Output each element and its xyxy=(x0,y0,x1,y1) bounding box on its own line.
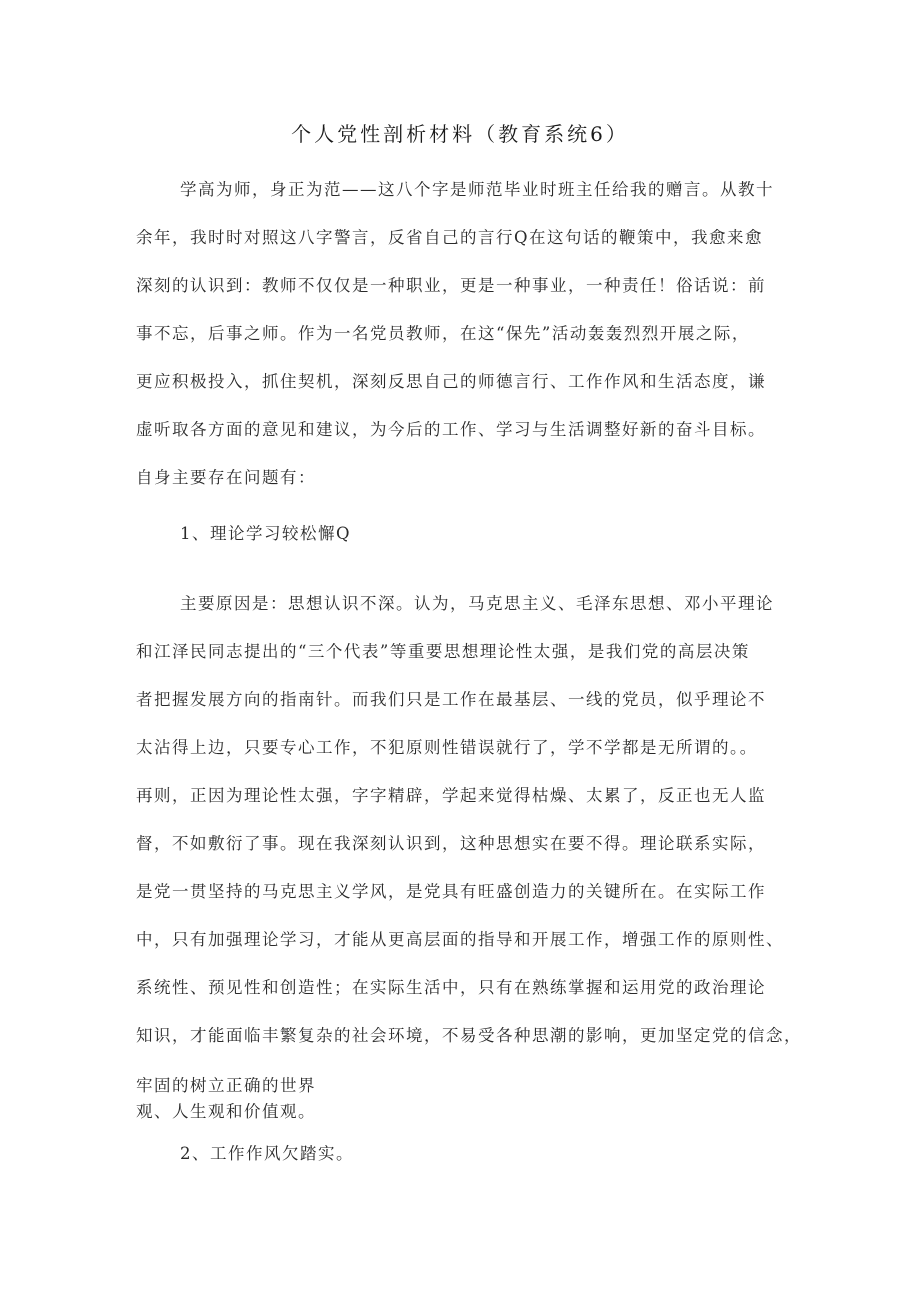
paragraph-line: 知识，才能面临丰繁复杂的社会环境，不易受各种思潮的影响，更加坚定党的信念， xyxy=(136,1026,802,1045)
paragraph-line: 牢固的树立正确的世界 xyxy=(136,1076,316,1095)
paragraph-line: 虚听取各方面的意见和建议，为今后的工作、学习与生活调整好新的奋斗目标。 xyxy=(136,420,766,439)
paragraph-line: 系统性、预见性和创造性；在实际生活中，只有在熟练掌握和运用党的政治理论 xyxy=(136,978,766,997)
paragraph-line: 学高为师，身正为范——这八个字是师范毕业时班主任给我的赠言。从教十 xyxy=(180,180,774,199)
paragraph-line: 自身主要存在问题有： xyxy=(136,468,316,487)
paragraph-line: 更应积极投入，抓住契机，深刻反思自己的师德言行、工作作风和生活态度，谦 xyxy=(136,372,766,391)
paragraph-line: 再则，正因为理论性太强，字字精辟，学起来觉得枯燥、太累了，反正也无人监 xyxy=(136,786,766,805)
paragraph-line: 者把握发展方向的指南针。而我们只是工作在最基层、一线的党员，似乎理论不 xyxy=(136,690,766,709)
paragraph-line: 观、人生观和价值观。 xyxy=(136,1102,316,1121)
paragraph-line: 督，不如敷衍了事。现在我深刻认识到，这种思想实在要不得。理论联系实际， xyxy=(136,834,766,853)
paragraph-line: 事不忘，后事之师。作为一名党员教师，在这“保先”活动轰轰烈烈开展之际， xyxy=(136,324,750,343)
section-heading-1: 1、理论学习较松懈Q xyxy=(180,524,352,543)
paragraph-line: 深刻的认识到：教师不仅仅是一种职业，更是一种事业，一种责任！俗话说：前 xyxy=(136,276,766,295)
paragraph-line: 余年，我时时对照这八字警言，反省自己的言行Q在这句话的鞭策中，我愈来愈 xyxy=(136,228,764,247)
section-heading-2: 2、工作作风欠踏实。 xyxy=(180,1144,354,1163)
paragraph-line: 主要原因是：思想认识不深。认为，马克思主义、毛泽东思想、邓小平理论 xyxy=(180,594,774,613)
paragraph-line: 太沾得上边，只要专心工作，不犯原则性错误就行了，学不学都是无所谓的。。 xyxy=(136,738,758,757)
document-title: 个人党性剖析材料（教育系统6） xyxy=(291,122,629,146)
paragraph-line: 是党一贯坚持的马克思主义学风，是党具有旺盛创造力的关键所在。在实际工作 xyxy=(136,882,766,901)
paragraph-line: 中，只有加强理论学习，才能从更高层面的指导和开展工作，增强工作的原则性、 xyxy=(136,930,784,949)
paragraph-line: 和江泽民同志提出的“三个代表”等重要思想理论性太强，是我们党的高层决策 xyxy=(136,642,750,661)
